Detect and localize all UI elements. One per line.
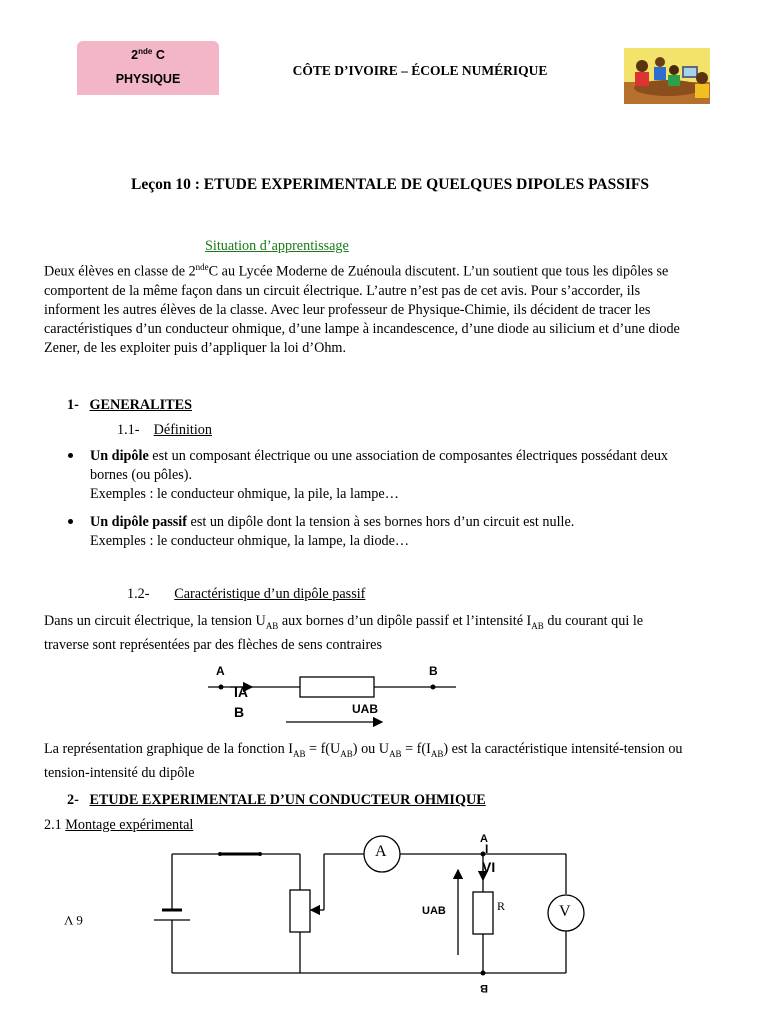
ammeter-label: A: [375, 843, 387, 860]
node-a-circuit-label: A: [480, 833, 488, 845]
current-label-sub: B: [234, 704, 245, 720]
node-a-label: A: [216, 664, 225, 678]
current-label: IA: [234, 684, 248, 700]
circuit-diagram: [140, 830, 600, 1000]
situation-text: Deux élèves en classe de 2ndeC au Lycée Moderne de Zuénoula discutent. L’un soutient que tous les dipôles se comportent de la même façon dans un circuit électrique. L’autre n’est pas de cet avis. Pour s’accorder, ils informent les autres élèves de la classe. Avec leur professeur de Physique-Chimie, ils décident de tracer les caractéristiques d’un conducteur ohmique, d’une lampe à incandescence, d’une diode au silicium et d’une diode Zener, de les exploiter puis d’appliquer la loi d’Ohm.: [44, 262, 680, 356]
node-b-circuit-label: B: [480, 982, 488, 994]
resistor-symbol: [300, 677, 374, 697]
voltmeter-label: V: [559, 903, 571, 920]
students-illustration: [624, 48, 710, 104]
situation-heading: Situation d’apprentissage: [205, 238, 349, 254]
current-vi-label: VI: [482, 859, 496, 875]
battery-label: 6 V: [64, 913, 83, 928]
resistor-r-symbol: [473, 892, 493, 934]
lesson-title: Leçon 10 : ETUDE EXPERIMENTALE DE QUELQUES DIPOLES PASSIFS: [131, 176, 649, 193]
bullet-dipole: Un dipôle est un composant électrique ou une association de composantes électriques possédant deux bornes (ou pôles). Exemples : le conducteur ohmique, la pile, la lampe…: [90, 448, 669, 502]
circuit-uab-label: UAB: [422, 905, 446, 917]
class-badge: [77, 41, 219, 95]
bullet-icon: [68, 453, 73, 458]
grade-label: 2nde C: [131, 47, 165, 63]
graph-paragraph: La représentation graphique de la fonction $I_{AB} = f(U_{AB})$ ou $U_{AB} = f(I_{AB})$ est la caractéristique intensité-tension ou tension-intensité du dipôle: [44, 741, 683, 781]
subject-label: PHYSIQUE: [115, 72, 181, 86]
node-b-label: B: [429, 664, 438, 678]
section-2-heading: 2- ETUDE EXPERIMENTALE D’UN CONDUCTEUR OHMIQUE: [67, 792, 486, 808]
rheostat-symbol: [290, 890, 310, 932]
voltage-label: UAB: [352, 702, 378, 716]
bullet-dipole-passif: Un dipôle passif est un dipôle dont la tension à ses bornes hors d’un circuit est nulle. Exemples : le conducteur ohmique, la lampe, la diode…: [90, 514, 575, 549]
subsection-2-1-heading: 2.1 Montage expérimental: [44, 817, 194, 833]
current-i-label: I: [485, 842, 489, 856]
section-1-heading: 1- GENERALITES: [67, 397, 192, 413]
characteristic-paragraph: Dans un circuit électrique, la tension $U_{AB}$ aux bornes d’un dipôle passif et l’intensité $I_{AB}$ du courant qui le traverse sont représentées par des flèches de sens contraires: [44, 613, 644, 653]
subsection-1-2-heading: 1.2- Caractéristique d’un dipôle passif: [127, 586, 366, 602]
bullet-icon: [68, 519, 73, 524]
school-title: CÔTE D’IVOIRE – ÉCOLE NUMÉRIQUE: [292, 63, 548, 78]
subsection-1-1-heading: 1.1- Définition: [117, 422, 212, 438]
resistor-label: R: [497, 899, 506, 913]
